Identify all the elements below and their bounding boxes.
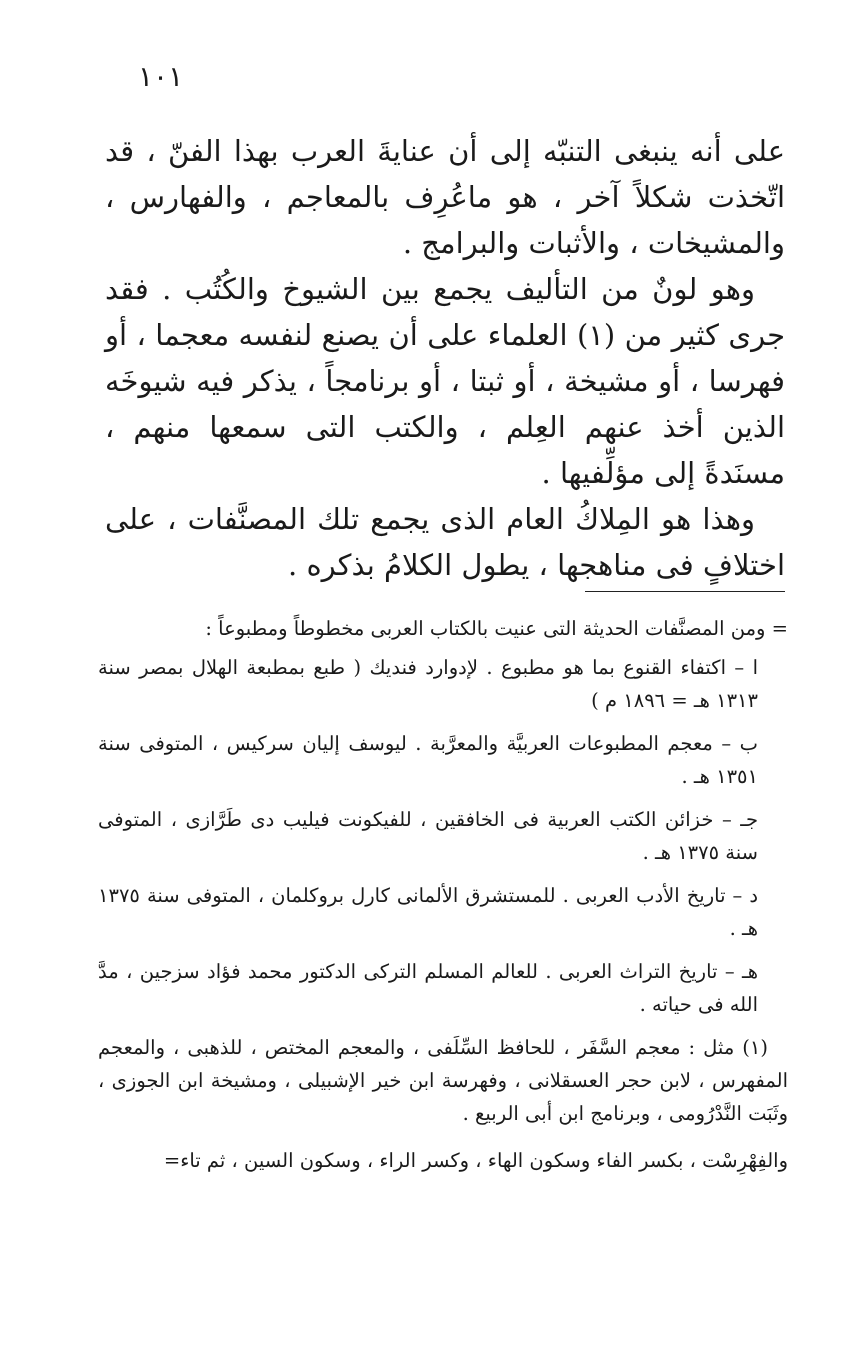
- footnote-item: هـ – تاريخ التراث العربى . للعالم المسلم التركى الدكتور محمد فؤاد سزجين ، مدَّ الله فى حياته .: [98, 960, 758, 1016]
- page-number: ١٠١: [138, 60, 184, 93]
- footnotes: [98, 612, 788, 1177]
- footnote-item: جـ – خزائن الكتب العربية فى الخافقين ، للفيكونت فيليب دى طَرَّازى ، المتوفى سنة ١٣٧٥ هـ .: [98, 808, 758, 864]
- paragraph-2: وهو لونٌ من التأليف يجمع بين الشيوخ والكُتُب . فقد جرى كثير من (١) العلماء على أن يصنع لنفسه معجما ، أو فهرسا ، أو مشيخة ، أو ثبتا ، أو برنامجاً ، يذكر فيه شيوخَه الذين أخذ عنهم العِلم ، والكتب التى سمعها منهم ، مسنَدةً إلى مؤلِّفيها .: [105, 272, 785, 490]
- footnote-intro: = ومن المصنَّفات الحديثة التى عنيت بالكتاب العربى مخطوطاً ومطبوعاً :: [205, 617, 788, 640]
- paragraph-3: وهذا هو المِلاكُ العام الذى يجمع تلك المصنَّفات ، على اختلافٍ فى مناهجها ، يطول الكلامُ بذكره .: [105, 502, 785, 582]
- paragraph-1: على أنه ينبغى التنبّه إلى أن عنايةَ العرب بهذا الفنّ ، قد اتّخذت شكلاً آخر ، هو ماعُرِف بالمعاجم ، والفهارس ، والمشيخات ، والأثبات والبرامج .: [105, 134, 785, 260]
- footnote-1: (١) مثل : معجم السَّفَر ، للحافظ السِّلَفى ، والمعجم المختص ، للذهبى ، والمعجم المفهرس ، لابن حجر العسقلانى ، وفهرسة ابن خير الإشبيلى ، ومشيخة ابن الجوزى ، وثَبَت النَّدْرُومى ، وبرنامج ابن أبى الربيع .: [98, 1036, 788, 1125]
- footnote-item: ب – معجم المطبوعات العربيَّة والمعرَّبة . ليوسف إليان سركيس ، المتوفى سنة ١٣٥١ هـ .: [98, 732, 758, 788]
- footnote-item: د – تاريخ الأدب العربى . للمستشرق الألمانى كارل بروكلمان ، المتوفى سنة ١٣٧٥ هـ .: [98, 884, 758, 940]
- main-text: [105, 128, 785, 588]
- footnote-separator: [585, 591, 785, 592]
- footnote-1-continuation: والفِهْرِسْت ، بكسر الفاء وسكون الهاء ، وكسر الراء ، وسكون السين ، ثم تاء=: [163, 1149, 788, 1172]
- footnote-item: ا – اكتفاء القنوع بما هو مطبوع . لإدوارد فنديك ( طبع بمطبعة الهلال بمصر سنة ١٣١٣ هـ = ١٨٩٦ م ): [98, 656, 758, 712]
